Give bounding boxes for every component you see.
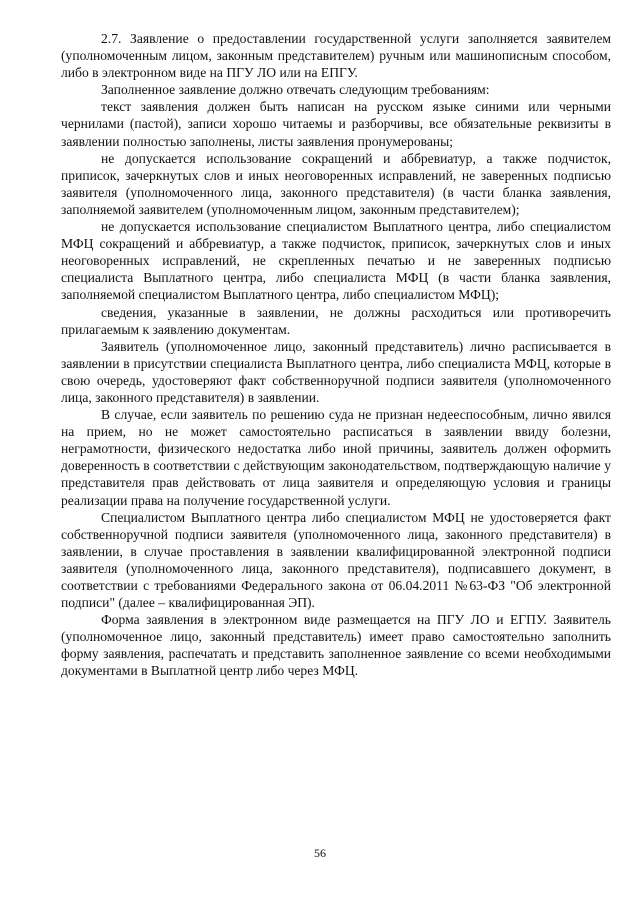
page-number: 56 [314,846,326,860]
paragraph-requirements-intro: Заполненное заявление должно отвечать следующим требованиям: [101,82,490,98]
paragraph-electronic-form: Форма заявления в электронном виде размещается на ПГУ ЛО и ЕГПУ. Заявитель (уполномоченное лицо, законный представитель) имеет право самостоятельно заполнить форму заявления, распечатать и представить заполненное заявление со всеми необходимыми документами в Выплатной центр либо через МФЦ. [61,612,611,679]
paragraph-power-of-attorney: В случае, если заявитель по решению суда не признан недееспособным, лично явился на прием, но не может самостоятельно расписаться в заявлении ввиду болезни, неграмотности, физического недостатка либо иной причины, заявитель должен оформить доверенность в соответствии с действующим законодательством, подтверждающую наличие у представителя прав действовать от лица заявителя и определяющую условия и границы реализации права на получение государственной услуги. [61,407,611,508]
document-body [61,30,611,680]
paragraph-electronic-signature: Специалистом Выплатного центра либо специалистом МФЦ не удостоверяется факт собственноручной подписи заявителя (уполномоченного лица, законного представителя) в заявлении, в случае проставления в заявлении квалифицированной электронной подписи заявителя (уполномоченного лица, законного представителя), подписавшего документ, в соответствии с требованиями Федерального закона от 06.04.2011 №63-ФЗ "Об электронной подписи" (далее – квалифицированная ЭП). [61,509,611,611]
paragraph-no-abbreviations-applicant: не допускается использование сокращений и аббревиатур, а также подчисток, приписок, зачеркнутых слов и иных неоговоренных исправлений, не заверенных подписью заявителя (уполномоченного лица, законного представителя) (в части бланка заявления, заполняемой заявителем (уполномоченным лицом, законным представителем); [61,150,611,217]
paragraph-applicant-signs: Заявитель (уполномоченное лицо, законный представитель) лично расписывается в заявлении в присутствии специалиста Выплатного центра, либо специалиста МФЦ, которые в свою очередь, удостоверяют факт собственноручной подписи заявителя (уполномоченного лица, законного представителя) в заявлении. [61,338,611,405]
paragraph-ink-requirement: текст заявления должен быть написан на русском языке синими или черными чернилами (пастой), записи хорошо читаемы и разборчивы, все обязательные реквизиты в заявлении полностью заполнены, листы заявления пронумерованы; [61,99,611,149]
paragraph-no-abbreviations-specialist: не допускается использование специалистом Выплатного центра, либо специалистом МФЦ сокращений и аббревиатур, а также подчисток, приписок, зачеркнутых слов и иных неоговоренных исправлений, не скрепленных печатью и не заверенных подписью специалиста Выплатного центра, либо специалиста МФЦ (в части бланка заявления, заполняемой специалистом Выплатного центра, либо специалистом МФЦ); [61,219,611,303]
paragraph-2-7: 2.7. Заявление о предоставлении государственной услуги заполняется заявителем (уполномоченным лицом, законным представителем) ручным или машинописным способом, либо в электронном виде на ПГУ ЛО или на ЕПГУ. [61,31,611,81]
paragraph-consistency: сведения, указанные в заявлении, не должны расходиться или противоречить прилагаемым к заявлению документам. [61,304,611,337]
